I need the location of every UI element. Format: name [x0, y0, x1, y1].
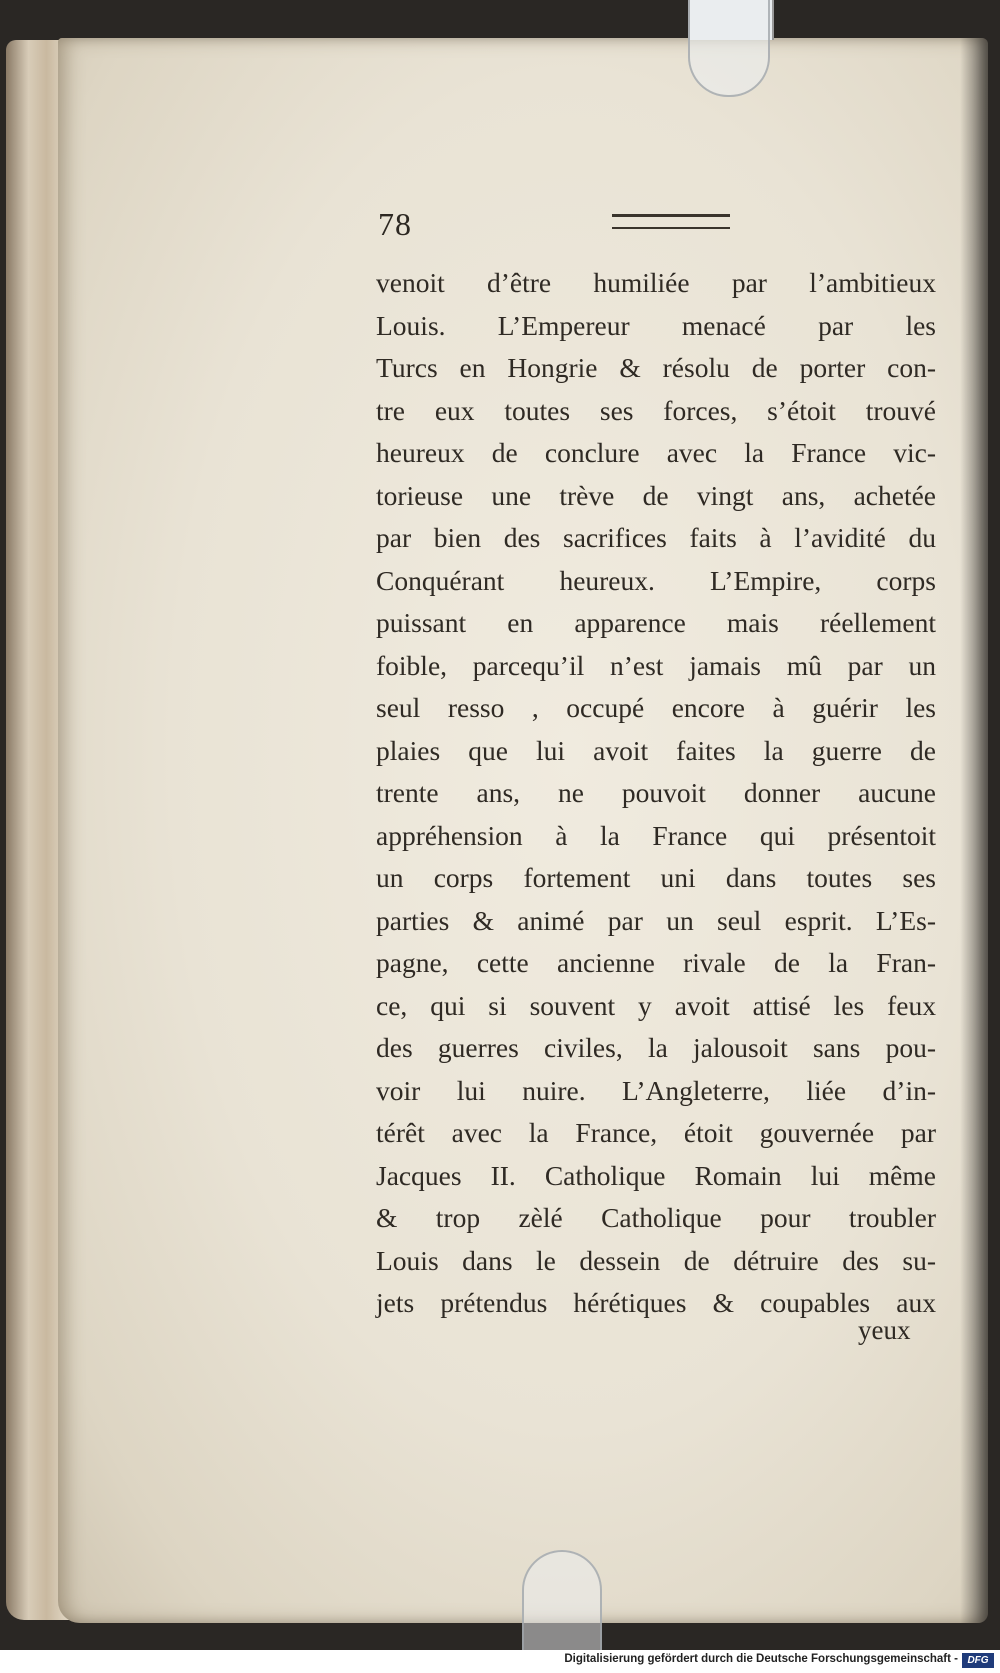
text-line: torieuse une trève de vingt ans, achetée [376, 479, 936, 511]
text-line: & trop zèlé Catholique pour troubler [376, 1202, 936, 1233]
text-line: Conquérant heureux. L’Empire, corps [376, 564, 936, 596]
text-line: trente ans, ne pouvoit donner aucune [376, 777, 936, 808]
text-line: jets prétendus hérétiques & coupables aux [376, 1287, 936, 1318]
page-clip-top [688, 0, 770, 97]
catchword: yeux [858, 1315, 911, 1345]
text-line: un corps fortement uni dans toutes ses [376, 862, 936, 893]
text-line: Louis dans le dessein de détruire des su- [376, 1244, 936, 1276]
text-line: des guerres civiles, la jalousoit sans pou- [376, 1032, 936, 1063]
text-line: parties & animé par un seul esprit. L’Es- [376, 904, 936, 936]
page-clip-bottom [522, 1550, 602, 1652]
text-line: ce, qui si souvent y avoit attisé les feux [376, 989, 936, 1021]
text-line: térêt avec la France, étoit gouvernée par [376, 1117, 936, 1148]
dfg-logo: DFG [962, 1653, 994, 1668]
text-line: tre eux toutes ses forces, s’étoit trouvé [376, 394, 936, 426]
text-line: seul resso , occupé encore à guérir les [376, 692, 936, 723]
text-line: plaies que lui avoit faites la guerre de [376, 734, 936, 766]
page-number: 78 [378, 206, 412, 242]
text-line: venoit d’être humiliée par l’ambitieux [376, 267, 936, 298]
text-line: appréhension à la France qui présentoit [376, 819, 936, 851]
footer-credit: Digitalisierung gefördert durch die Deutsche Forschungsgemeinschaft - [564, 1653, 958, 1665]
text-line: puissant en apparence mais réellement [376, 607, 936, 638]
text-line: pagne, cette ancienne rivale de la Fran- [376, 947, 936, 978]
text-line: voir lui nuire. L’Angleterre, liée d’in- [376, 1074, 936, 1106]
text-line: Louis. L’Empereur menacé par les [376, 309, 936, 341]
text-line: Turcs en Hongrie & résolu de porter con- [376, 352, 936, 383]
header-ornament-rule [612, 214, 730, 229]
text-line: Jacques II. Catholique Romain lui même [376, 1159, 936, 1191]
gutter-shadow [960, 38, 1000, 1623]
text-line: foible, parcequ’il n’est jamais mû par un [376, 649, 936, 681]
text-line: heureux de conclure avec la France vic- [376, 437, 936, 468]
text-line: par bien des sacrifices faits à l’avidité du [376, 522, 936, 553]
body-text [376, 262, 936, 1325]
